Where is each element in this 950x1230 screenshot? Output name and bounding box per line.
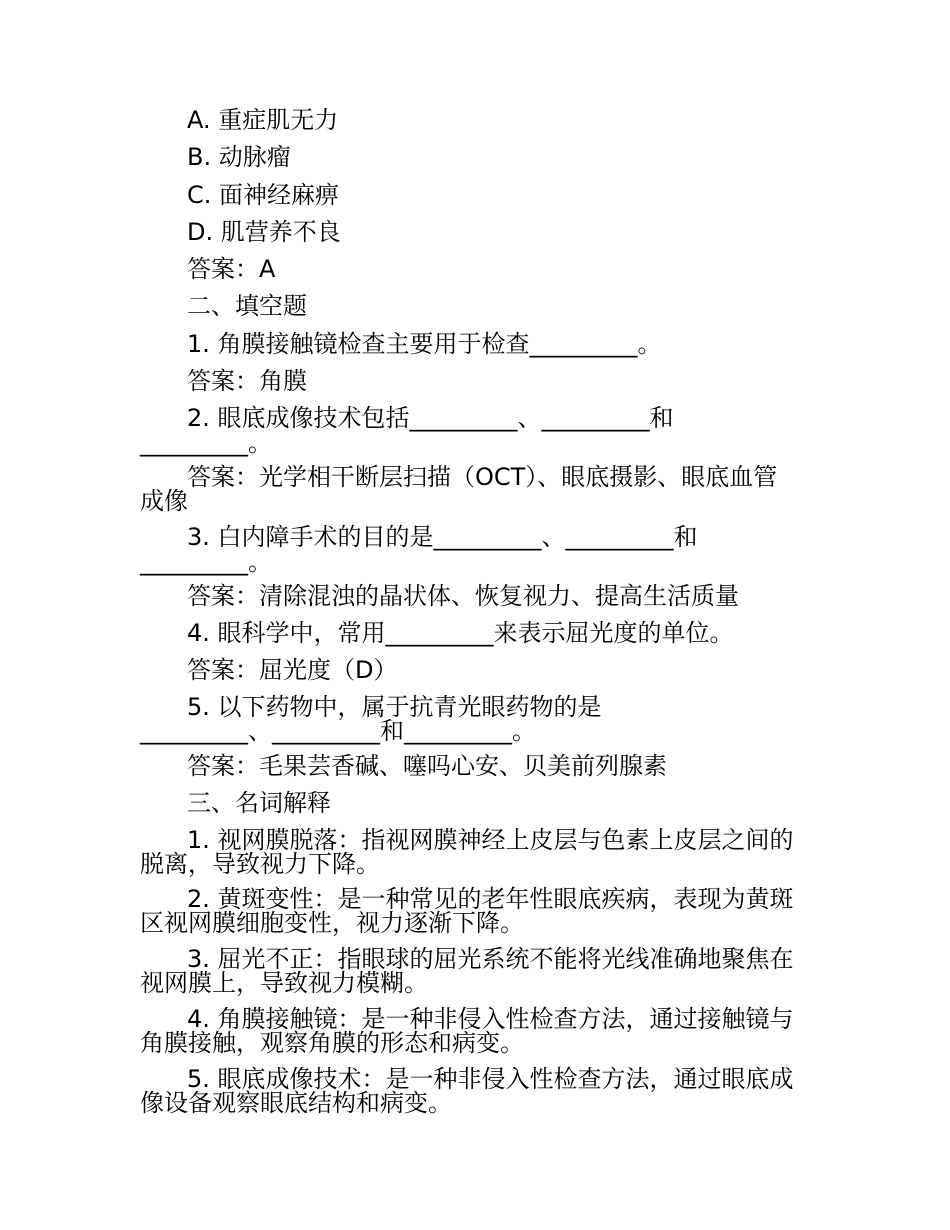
fill-question-4: 4. 眼科学中，常用_________来表示屈光度的单位。	[187, 619, 734, 647]
fill-answer-4: 答案：屈光度（D）	[187, 656, 398, 684]
term-5: 5. 眼底成像技术：是一种非侵入性检查方法，通过眼底成	[187, 1065, 794, 1093]
fill-answer-2: 答案：光学相干断层扫描（OCT）、眼底摄影、眼底血管	[187, 463, 778, 491]
term-4-cont: 角膜接触，观察角膜的形态和病变。	[140, 1029, 524, 1057]
fill-answer-1: 答案：角膜	[187, 367, 307, 395]
fill-question-1: 1. 角膜接触镜检查主要用于检查_________。	[187, 330, 662, 358]
section-heading-fill: 二、填空题	[187, 292, 307, 320]
option-c: C. 面神经麻痹	[187, 181, 340, 209]
fill-question-2-cont: _________。	[140, 429, 272, 457]
term-4: 4. 角膜接触镜：是一种非侵入性检查方法，通过接触镜与	[187, 1005, 794, 1033]
term-5-cont: 像设备观察眼底结构和病变。	[140, 1089, 452, 1117]
fill-question-3: 3. 白内障手术的目的是_________、_________和	[187, 523, 698, 551]
answer-mc: 答案：A	[187, 255, 276, 283]
fill-question-5: 5. 以下药物中，属于抗青光眼药物的是	[187, 693, 602, 721]
fill-question-3-cont: _________。	[140, 548, 272, 576]
option-a: A. 重症肌无力	[187, 106, 339, 134]
fill-question-2: 2. 眼底成像技术包括_________、_________和	[187, 404, 674, 432]
term-1-cont: 脱离，导致视力下降。	[140, 850, 380, 878]
fill-answer-5: 答案：毛果芸香碱、噻吗心安、贝美前列腺素	[187, 752, 667, 780]
option-d: D. 肌营养不良	[187, 218, 341, 246]
option-b: B. 动脉瘤	[187, 143, 291, 171]
term-3: 3. 屈光不正：指眼球的屈光系统不能将光线准确地聚焦在	[187, 945, 794, 973]
fill-answer-2-cont: 成像	[140, 487, 188, 515]
term-2: 2. 黄斑变性：是一种常见的老年性眼底疾病，表现为黄斑	[187, 885, 794, 913]
fill-answer-3: 答案：清除混浊的晶状体、恢复视力、提高生活质量	[187, 582, 739, 610]
section-heading-terms: 三、名词解释	[187, 789, 331, 817]
term-1: 1. 视网膜脱落：指视网膜神经上皮层与色素上皮层之间的	[187, 826, 794, 854]
term-3-cont: 视网膜上，导致视力模糊。	[140, 969, 428, 997]
fill-question-5-cont: _________、_________和_________。	[140, 717, 536, 745]
term-2-cont: 区视网膜细胞变性，视力逐渐下降。	[140, 909, 524, 937]
